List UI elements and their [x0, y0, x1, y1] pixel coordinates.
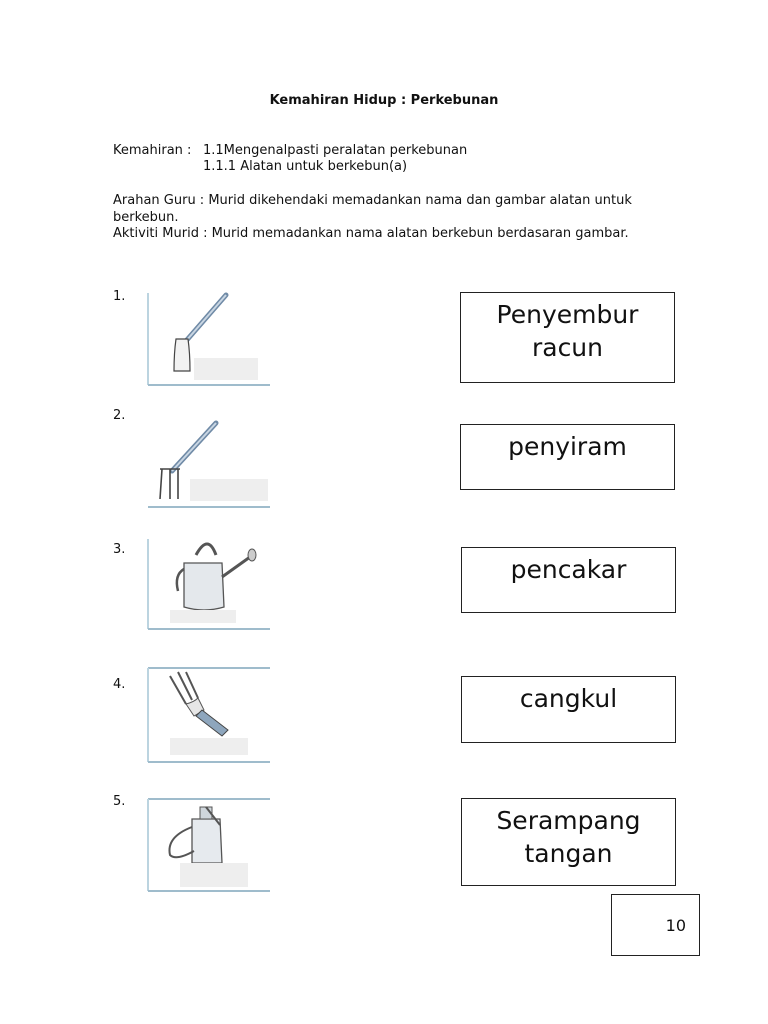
- word-line-1: Serampang: [496, 806, 641, 835]
- item-number-1: 1.: [113, 289, 126, 304]
- word-card-pencakar: [461, 547, 676, 613]
- watering-can-icon: [146, 535, 270, 631]
- fork-hoe-icon: [146, 413, 270, 509]
- skill-line-2: 1.1.1 Alatan untuk berkebun(a): [203, 159, 408, 174]
- word-line-1: penyiram: [508, 432, 627, 461]
- page-number: 10: [665, 915, 686, 935]
- student-activity: Aktiviti Murid : Murid memadankan nama alatan berkebun berdasaran gambar.: [113, 226, 629, 241]
- word-line-1: Penyembur: [496, 300, 639, 329]
- hand-fork-icon: [146, 666, 270, 764]
- skill-label: Kemahiran :: [113, 143, 192, 158]
- word-card-penyiram: [460, 424, 675, 490]
- sprayer-icon: [146, 797, 270, 893]
- word-card-cangkul: [461, 676, 676, 743]
- word-line-2: tangan: [524, 839, 613, 868]
- page-number-box: [611, 894, 700, 956]
- teacher-instruction: Arahan Guru : Murid dikehendaki memadankan nama dan gambar alatan untuk berkebun.: [113, 193, 632, 225]
- word-line-2: racun: [531, 333, 604, 362]
- item-number-5: 5.: [113, 794, 126, 809]
- word-card-serampang-tangan: [461, 798, 676, 886]
- hoe-icon: [146, 291, 270, 387]
- word-line-1: cangkul: [519, 684, 618, 713]
- word-line-1: pencakar: [510, 555, 627, 584]
- page-title: Kemahiran Hidup : Perkebunan: [269, 93, 499, 108]
- skill-line-1: 1.1Mengenalpasti peralatan perkebunan: [203, 143, 468, 158]
- word-card-penyembur-racun: [460, 292, 675, 383]
- item-number-4: 4.: [113, 677, 126, 692]
- item-number-3: 3.: [113, 542, 126, 557]
- item-number-2: 2.: [113, 408, 126, 423]
